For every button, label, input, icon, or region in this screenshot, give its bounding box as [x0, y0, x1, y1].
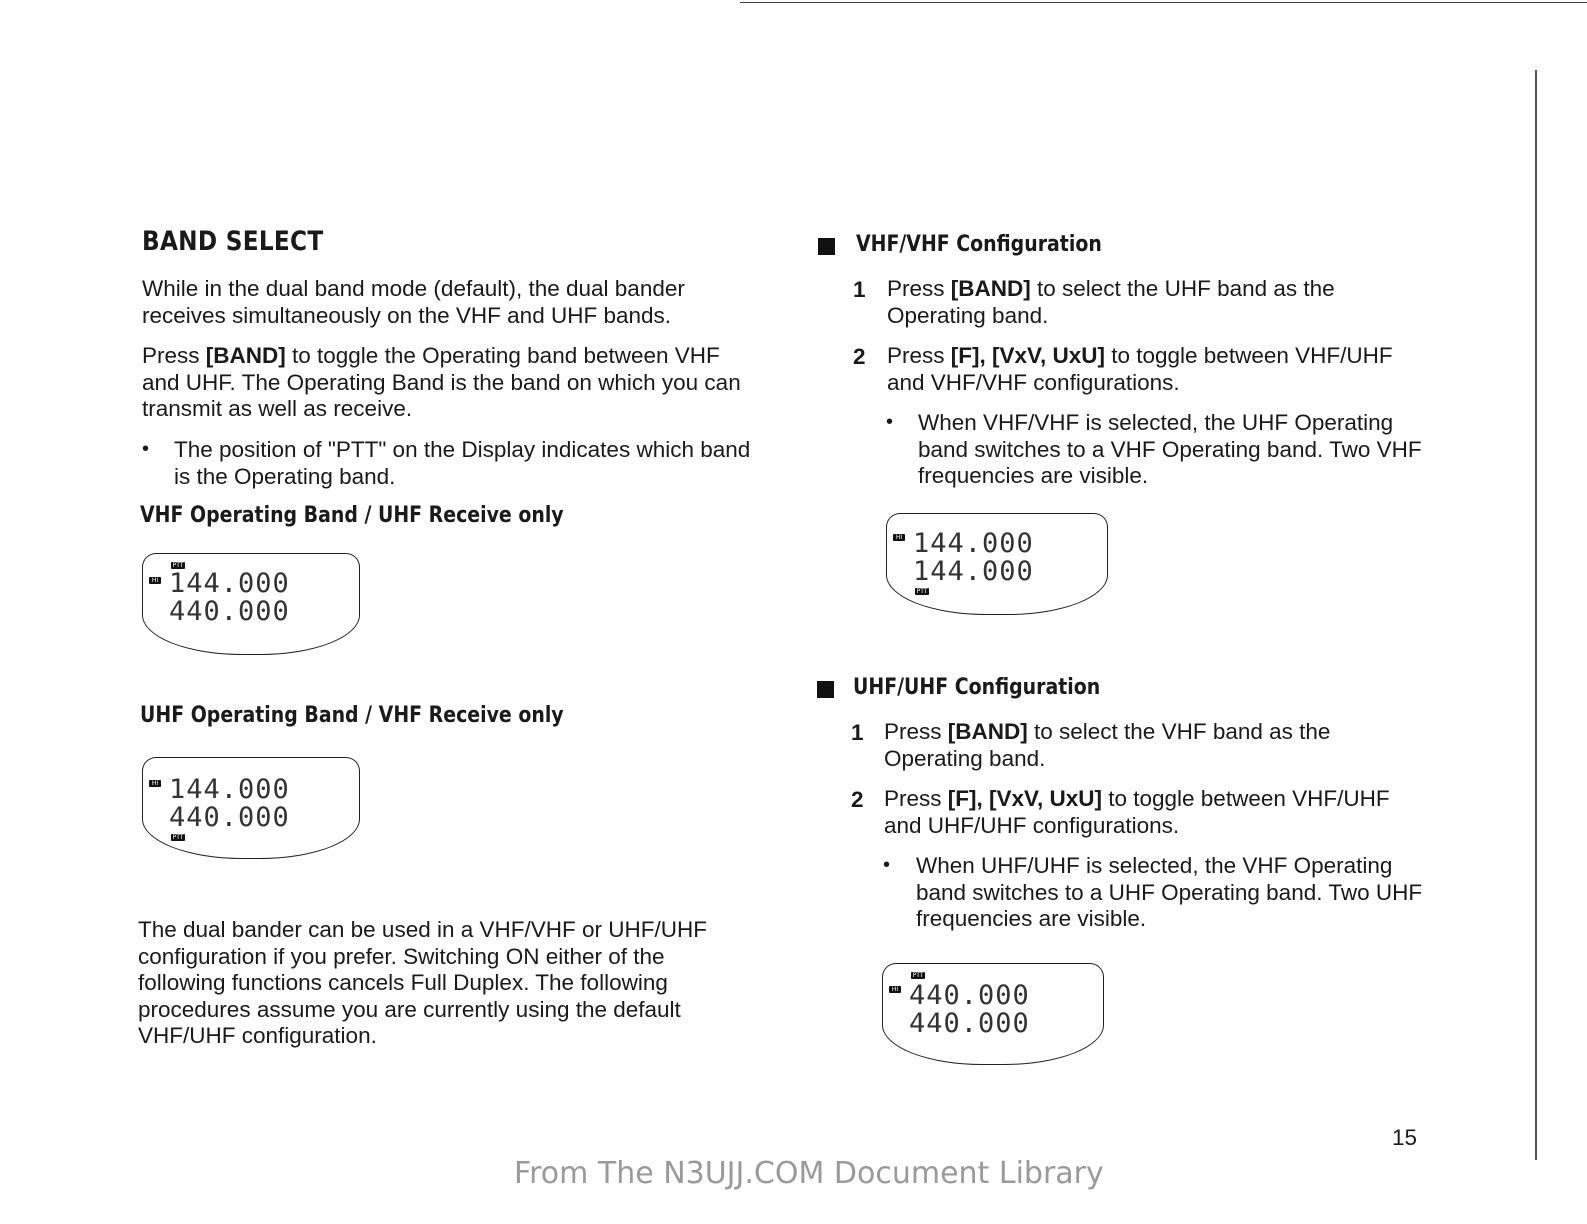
intro-paragraph: While in the dual band mode (default), the dual bander receives simultaneously on the VHF and UHF bands. — [142, 276, 685, 328]
uhf-operating-heading: UHF Operating Band / VHF Receive only — [140, 703, 564, 728]
step-text: Press — [887, 276, 951, 301]
lcd-line-2: 440.000 — [909, 1008, 1030, 1039]
step-number: 2 — [851, 787, 864, 812]
band-key: [BAND] — [205, 343, 286, 368]
vhf-bullet-text: When VHF/VHF is selected, the UHF Operating band switches to a VHF Operating band. Two VHF frequencies are visible. — [918, 410, 1422, 488]
function-key: [F], [VxV, UxU] — [950, 343, 1105, 368]
uhf-bullet-text: When UHF/UHF is selected, the VHF Operating band switches to a UHF Operating band. Two UHF frequencies are visible. — [916, 853, 1423, 931]
step-text: Press — [884, 719, 948, 744]
lcd-line-1: 144.000 — [913, 528, 1034, 559]
hi-indicator: HI — [893, 534, 905, 541]
bullet-icon: • — [886, 411, 894, 433]
bullet-icon: • — [883, 854, 891, 876]
hi-indicator: HI — [889, 986, 901, 993]
step-number: 2 — [853, 344, 866, 369]
hi-indicator: HI — [149, 577, 161, 584]
lcd-line-1: 144.000 — [169, 774, 290, 805]
section-square-icon — [817, 681, 834, 698]
step-text-post: to toggle between VHF/UHF and UHF/UHF configurations. — [884, 786, 1390, 838]
page-edge-rule — [1535, 70, 1537, 1160]
lcd-line-2: 440.000 — [169, 596, 290, 627]
vhf-vhf-heading: VHF/VHF Configuration — [856, 232, 1102, 257]
hi-indicator: HI — [149, 780, 161, 787]
lcd-line-1: 440.000 — [909, 980, 1030, 1011]
lcd-uhf-uhf — [882, 963, 1104, 1065]
uhf-step-1 — [884, 719, 1424, 772]
lcd-vhf-vhf — [886, 513, 1108, 615]
section-square-icon — [818, 238, 835, 255]
lcd-line-2: 144.000 — [913, 556, 1034, 587]
ptt-indicator: PTT — [912, 972, 924, 979]
step-number: 1 — [853, 277, 866, 302]
step-text-post: to select the UHF band as the Operating band. — [887, 276, 1335, 328]
band-toggle-paragraph — [142, 343, 742, 423]
vhf-step-1 — [887, 276, 1427, 329]
ptt-bullet-text: The position of "PTT" on the Display indicates which band is the Operating band. — [174, 437, 751, 489]
top-rule — [740, 2, 1587, 3]
step-text: Press — [887, 343, 951, 368]
uhf-step-2 — [884, 786, 1424, 839]
vhf-operating-heading: VHF Operating Band / UHF Receive only — [140, 503, 564, 528]
step-text: Press — [884, 786, 948, 811]
ptt-indicator: PTT — [172, 562, 184, 569]
step-text-post: to select the VHF band as the Operating band. — [884, 719, 1331, 771]
bullet-icon: • — [142, 438, 150, 460]
page-number: 15 — [1392, 1125, 1418, 1150]
band-key: [BAND] — [947, 719, 1028, 744]
uhf-uhf-heading: UHF/UHF Configuration — [853, 675, 1101, 700]
lcd-line-2: 440.000 — [169, 802, 290, 833]
press-text: Press — [142, 343, 206, 368]
section-title: BAND SELECT — [142, 226, 324, 257]
press-text-post: to toggle the Operating band between VHF and UHF. The Operating Band is the band on which you can transmit as well as receive. — [142, 343, 741, 421]
lcd-line-1: 144.000 — [169, 568, 290, 599]
vhf-step-2 — [887, 343, 1427, 396]
lcd-uhf-operating — [142, 757, 360, 859]
step-text-post: to toggle between VHF/UHF and VHF/VHF configurations. — [887, 343, 1393, 395]
ptt-indicator: PTT — [172, 834, 184, 841]
function-key: [F], [VxV, UxU] — [947, 786, 1102, 811]
lcd-vhf-operating — [142, 553, 360, 655]
closing-paragraph: The dual bander can be used in a VHF/VHF or UHF/UHF configuration if you prefer. Switching ON either of the following functions cancels Full Duplex. The following procedures assume you are currently using the default VHF/UHF configuration. — [138, 917, 707, 1048]
footer-watermark: From The N3UJJ.COM Document Library — [514, 1156, 1104, 1191]
step-number: 1 — [851, 720, 864, 745]
ptt-indicator: PTT — [916, 588, 928, 595]
band-key: [BAND] — [950, 276, 1031, 301]
